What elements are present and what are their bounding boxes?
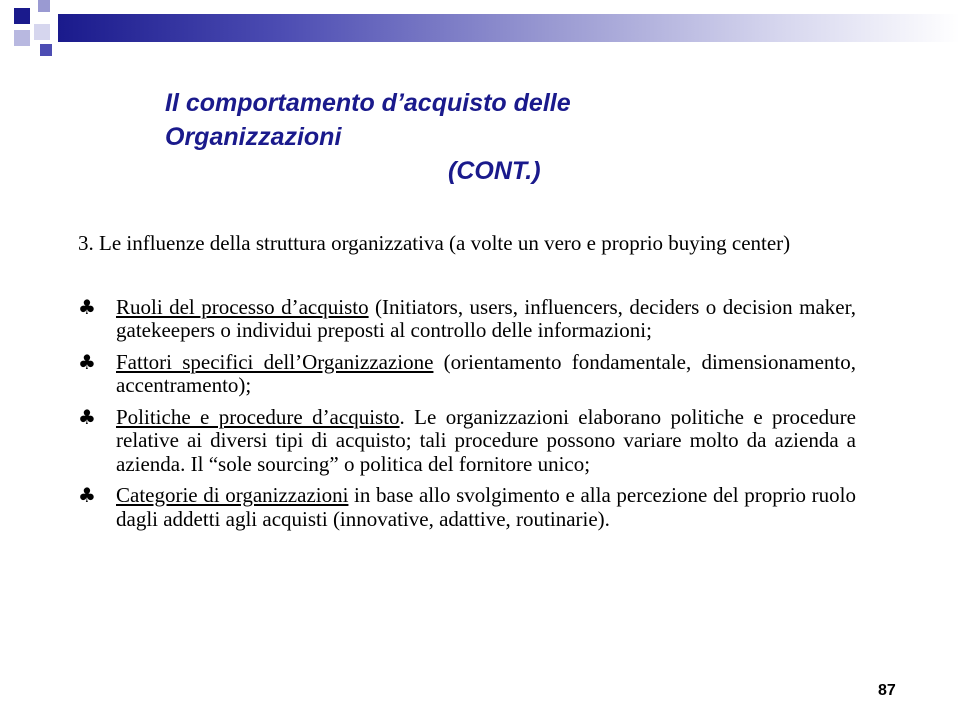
- deco-square: [14, 30, 30, 46]
- club-icon: ♣: [78, 349, 96, 374]
- bullet-lead: Fattori specifici dell’Organizzazione: [116, 349, 434, 374]
- slide-title: [165, 86, 845, 188]
- bullet-text: (Initiators, users, influencers, deciders o decision maker, gatekeepers o individui preposti al controllo delle informazioni;: [116, 294, 856, 342]
- page-number: 87: [878, 682, 896, 699]
- bullet-text: in base allo svolgimento e alla percezione del proprio ruolo dagli addetti agli acquisti (innovative, adattive, routinarie).: [116, 483, 856, 531]
- title-line-2: Organizzazioni: [165, 123, 342, 151]
- bullet-item: [78, 296, 856, 343]
- title-line-1: Il comportamento d’acquisto delle: [165, 89, 571, 117]
- bullet-text: (orientamento fondamentale, dimensionamento, accentramento);: [116, 349, 857, 397]
- club-icon: ♣: [78, 404, 96, 429]
- bullet-lead: Politiche e procedure d’acquisto: [116, 404, 400, 429]
- bullet-item: [78, 406, 856, 477]
- header-gradient-bar: [58, 14, 960, 42]
- deco-square: [40, 44, 52, 56]
- bullet-text: . Le organizzazioni elaborano politiche e procedure relative ai diversi tipi di acquisto; tali procedure possono variare molto da azienda a azienda. Il “sole sourcing” o politica del fornitore unico;: [116, 404, 856, 476]
- club-icon: ♣: [78, 483, 96, 507]
- bullet-lead: Categorie di organizzazioni: [116, 483, 349, 507]
- slide-body: [78, 232, 856, 539]
- title-cont: (CONT.): [448, 157, 541, 185]
- bullet-item: [78, 351, 856, 398]
- deco-square: [38, 0, 50, 12]
- intro-paragraph: 3. Le influenze della struttura organizzativa (a volte un vero e proprio buying center): [78, 231, 791, 255]
- bullet-item: [78, 484, 856, 531]
- club-icon: ♣: [78, 294, 96, 319]
- header-decoration: [0, 0, 960, 60]
- deco-square: [14, 8, 30, 24]
- deco-square: [34, 24, 50, 40]
- bullet-lead: Ruoli del processo d’acquisto: [116, 294, 369, 319]
